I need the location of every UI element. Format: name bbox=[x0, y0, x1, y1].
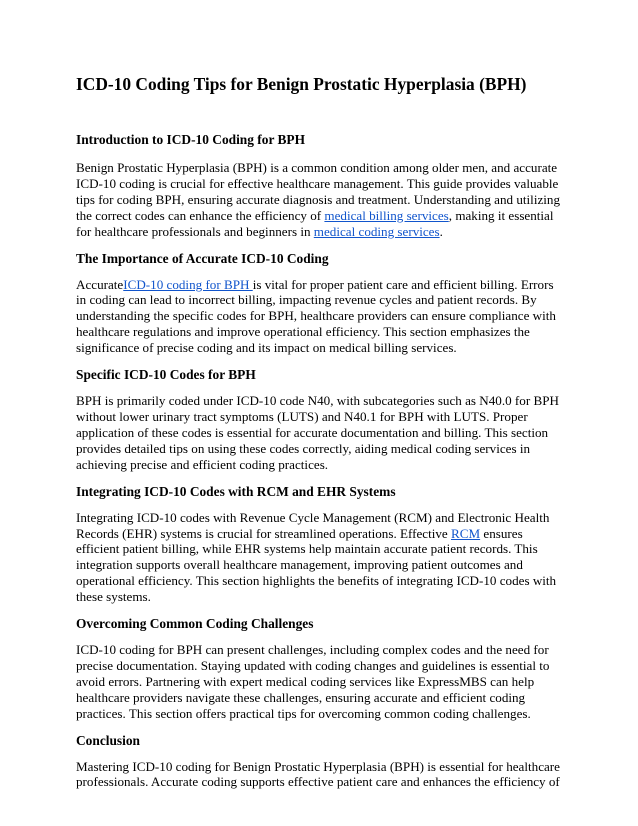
paragraph-specific-codes: BPH is primarily coded under ICD-10 code N40, with subcategories such as N40.0 for BPH without lower urinary tract symptoms (LUTS) and N40.1 for BPH with LUTS. Proper application of these codes is essential for accurate documentation and billing. This section provides detailed tips on using these codes correctly, aiding medical coding services in achieving precise and efficient coding practices. bbox=[76, 393, 559, 472]
intro-text-2: , making it essential for healthcare professionals and beginners in bbox=[76, 207, 554, 239]
paragraph-importance bbox=[76, 277, 566, 357]
heading-conclusion: Conclusion bbox=[76, 732, 140, 748]
integrating-text-2: ensures efficient patient billing, while EHR systems help maintain accurate patient records. This integration supports overall healthcare management, improving patient outcomes and operational efficiency. This section highlights the benefits of integrating ICD-10 codes with these systems. bbox=[76, 525, 557, 605]
heading-importance: The Importance of Accurate ICD-10 Coding bbox=[76, 250, 329, 266]
link-medical-coding-services[interactable]: medical coding services bbox=[313, 223, 440, 239]
heading-introduction: Introduction to ICD-10 Coding for BPH bbox=[76, 132, 306, 147]
paragraph-conclusion: Mastering ICD-10 coding for Benign Prostatic Hyperplasia (BPH) is essential for healthcare professionals. Accurate coding supports effective patient care and enhances the efficiency of bbox=[76, 758, 560, 790]
heading-challenges: Overcoming Common Coding Challenges bbox=[76, 616, 314, 632]
heading-specific-codes: Specific ICD-10 Codes for BPH bbox=[76, 367, 256, 383]
heading-integrating: Integrating ICD-10 Codes with RCM and EHR Systems bbox=[76, 483, 396, 499]
importance-text-1: Accurate bbox=[76, 276, 124, 292]
importance-text-2: is vital for proper patient care and efficient billing. Errors in coding can lead to incorrect billing, impacting revenue cycles and patient records. By understanding the specific codes for BPH, healthcare providers can ensure compliance with healthcare regulations and improve operational efficiency. This section emphasizes the significance of precise coding and its impact on medical billing services. bbox=[76, 276, 556, 356]
link-icd10-coding-bph[interactable]: ICD-10 coding for BPH bbox=[123, 276, 253, 292]
link-rcm[interactable]: RCM bbox=[451, 525, 481, 541]
document-body bbox=[76, 131, 566, 800]
document-title: ICD-10 Coding Tips for Benign Prostatic Hyperplasia (BPH) bbox=[76, 74, 527, 94]
link-medical-billing-services[interactable]: medical billing services bbox=[324, 207, 449, 223]
paragraph-integrating bbox=[76, 510, 566, 605]
integrating-text-1: Integrating ICD-10 codes with Revenue Cycle Management (RCM) and Electronic Health Records (EHR) systems is crucial for streamlined operations. Effective bbox=[76, 509, 550, 541]
paragraph-introduction bbox=[76, 160, 566, 240]
intro-text-3: . bbox=[439, 223, 443, 239]
paragraph-challenges: ICD-10 coding for BPH can present challenges, including complex codes and the need for precise documentation. Staying updated with coding changes and guidelines is essential to avoid errors. Partnering with expert medical coding services like ExpressMBS can help healthcare providers navigate these challenges, ensuring accurate and efficient coding practices. This section offers practical tips for overcoming common coding challenges. bbox=[76, 642, 550, 721]
intro-text-1: Benign Prostatic Hyperplasia (BPH) is a common condition among older men, and accurate ICD-10 coding is crucial for effective healthcare management. This guide provides valuable tips for coding BPH, ensuring accurate diagnosis and treatment. Understanding and utilizing the correct codes can enhance the efficiency of bbox=[76, 160, 560, 223]
